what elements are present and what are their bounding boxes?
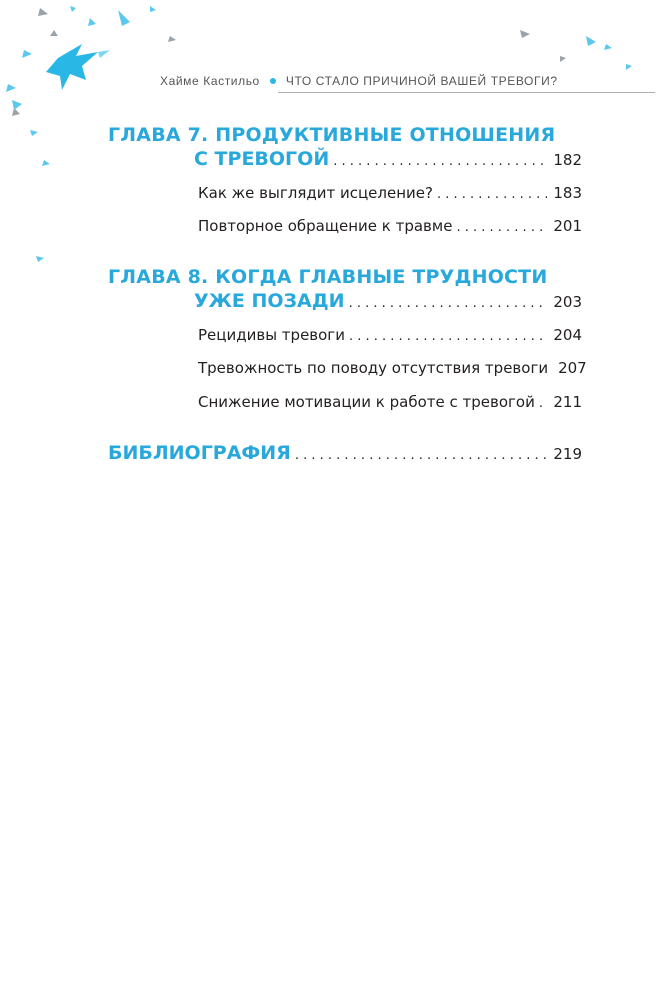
toc-section-title: Тревожность по поводу отсутствия тревоги [198, 359, 549, 377]
dot-leader [333, 154, 547, 169]
dot-leader [437, 187, 547, 202]
dot-leader [539, 396, 548, 411]
toc-page-number: 204 [553, 326, 582, 344]
toc-entry-chapter-7[interactable] [194, 148, 582, 170]
toc-bibliography-title: БИБЛИОГРАФИЯ [108, 442, 291, 464]
dot-leader [349, 296, 548, 311]
toc-entry-section[interactable] [198, 217, 582, 235]
toc-chapter-7-title-line1: ГЛАВА 7. ПРОДУКТИВНЫЕ ОТНОШЕНИЯ [108, 124, 556, 146]
toc-chapter-7-title-line2: С ТРЕВОГОЙ [194, 148, 330, 170]
bird-icon [46, 44, 110, 90]
running-head [160, 74, 558, 88]
toc-entry-bibliography[interactable] [108, 442, 582, 464]
header-rule [278, 92, 655, 93]
toc-section-title: Снижение мотивации к работе с тревогой [198, 393, 535, 411]
toc-page-number: 183 [553, 184, 582, 202]
toc-page-number: 219 [553, 445, 582, 463]
toc-chapter-8-title-line2: УЖЕ ПОЗАДИ [194, 290, 345, 312]
toc-entry-section[interactable] [198, 393, 582, 411]
toc-entry-chapter-8[interactable] [194, 290, 582, 312]
toc-section-title: Рецидивы тревоги [198, 326, 345, 344]
toc-page-number: 182 [553, 151, 582, 169]
toc-section-title: Повторное обращение к травме [198, 217, 453, 235]
running-head-book-title: ЧТО СТАЛО ПРИЧИНОЙ ВАШЕЙ ТРЕВОГИ? [285, 74, 558, 88]
toc-entry-section[interactable] [198, 359, 587, 377]
dot-leader [295, 448, 548, 463]
toc-entry-section[interactable] [198, 184, 582, 202]
toc-chapter-8-title-line1: ГЛАВА 8. КОГДА ГЛАВНЫЕ ТРУДНОСТИ [108, 266, 548, 288]
dot-leader [349, 329, 547, 344]
toc-page-number: 207 [558, 359, 587, 377]
toc-entry-section[interactable] [198, 326, 582, 344]
running-head-author: Хайме Кастильо [160, 74, 260, 88]
toc-page-number: 211 [553, 393, 582, 411]
dot-leader [456, 220, 547, 235]
toc-page-number: 201 [553, 217, 582, 235]
toc-page-number: 203 [553, 293, 582, 311]
toc-section-title: Как же выглядит исцеление? [198, 184, 433, 202]
separator-dot-icon [270, 78, 276, 84]
